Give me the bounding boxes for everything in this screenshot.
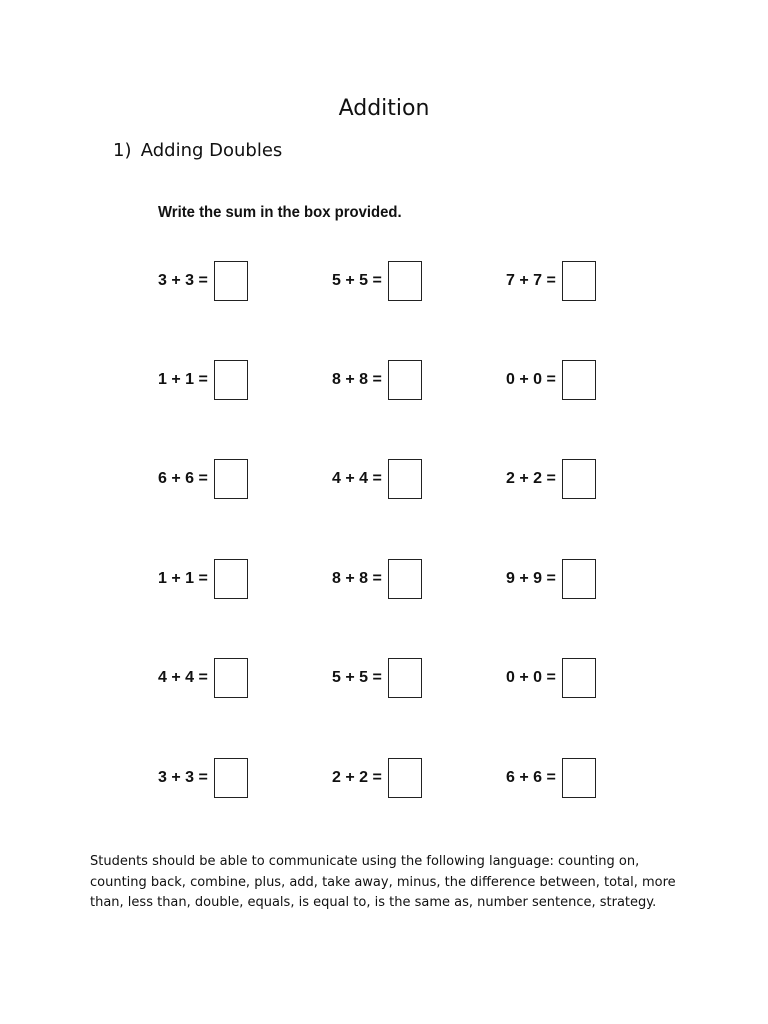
answer-box[interactable]: [562, 459, 596, 499]
answer-box[interactable]: [214, 360, 248, 400]
section-label: Adding Doubles: [140, 140, 283, 161]
problem-expression: 6 + 6 =: [158, 469, 208, 487]
problem-item: [506, 656, 596, 699]
answer-box[interactable]: [562, 559, 596, 599]
problem-item: [506, 557, 596, 600]
problem-expression: 4 + 4 =: [332, 469, 382, 487]
problem-expression: 2 + 2 =: [506, 469, 556, 487]
page-title: Addition: [338, 96, 430, 121]
instruction-text: Write the sum in the box provided.: [158, 204, 402, 221]
answer-box[interactable]: [562, 758, 596, 798]
problem-item: [158, 457, 248, 500]
language-notes: Students should be able to communicate using the following language: counting on, counting back, combine, plus, add, take away, minus, the difference between, total, more than, less than, double, equals, is equal to, is the same as, number sentence, strategy.: [90, 854, 676, 910]
problem-item: [158, 756, 248, 799]
problem-expression: 2 + 2 =: [332, 768, 382, 786]
problem-item: [506, 259, 596, 302]
problem-expression: 1 + 1 =: [158, 569, 208, 587]
problem-item: [332, 756, 422, 799]
problem-expression: 5 + 5 =: [332, 271, 382, 289]
answer-box[interactable]: [388, 459, 422, 499]
problem-expression: 4 + 4 =: [158, 668, 208, 686]
answer-box[interactable]: [214, 459, 248, 499]
answer-box[interactable]: [562, 360, 596, 400]
problem-item: [506, 756, 596, 799]
answer-box[interactable]: [562, 658, 596, 698]
answer-box[interactable]: [388, 360, 422, 400]
problem-item: [158, 358, 248, 401]
problem-expression: 1 + 1 =: [158, 370, 208, 388]
answer-box[interactable]: [214, 758, 248, 798]
problem-item: [332, 656, 422, 699]
problem-item: [158, 557, 248, 600]
section-number: 1): [113, 140, 132, 161]
answer-box[interactable]: [388, 658, 422, 698]
problem-expression: 3 + 3 =: [158, 768, 208, 786]
problem-item: [506, 358, 596, 401]
problem-expression: 5 + 5 =: [332, 668, 382, 686]
answer-box[interactable]: [214, 559, 248, 599]
answer-box[interactable]: [214, 658, 248, 698]
answer-box[interactable]: [388, 261, 422, 301]
problem-item: [158, 259, 248, 302]
answer-box[interactable]: [388, 559, 422, 599]
problem-expression: 8 + 8 =: [332, 569, 382, 587]
problem-expression: 6 + 6 =: [506, 768, 556, 786]
problem-expression: 9 + 9 =: [506, 569, 556, 587]
problem-item: [332, 259, 422, 302]
problem-item: [332, 557, 422, 600]
problem-expression: 0 + 0 =: [506, 370, 556, 388]
problem-expression: 0 + 0 =: [506, 668, 556, 686]
problem-expression: 7 + 7 =: [506, 271, 556, 289]
problem-expression: 3 + 3 =: [158, 271, 208, 289]
problem-expression: 8 + 8 =: [332, 370, 382, 388]
answer-box[interactable]: [214, 261, 248, 301]
answer-box[interactable]: [388, 758, 422, 798]
problem-item: [158, 656, 248, 699]
problem-item: [332, 358, 422, 401]
problem-item: [506, 457, 596, 500]
problem-item: [332, 457, 422, 500]
answer-box[interactable]: [562, 261, 596, 301]
